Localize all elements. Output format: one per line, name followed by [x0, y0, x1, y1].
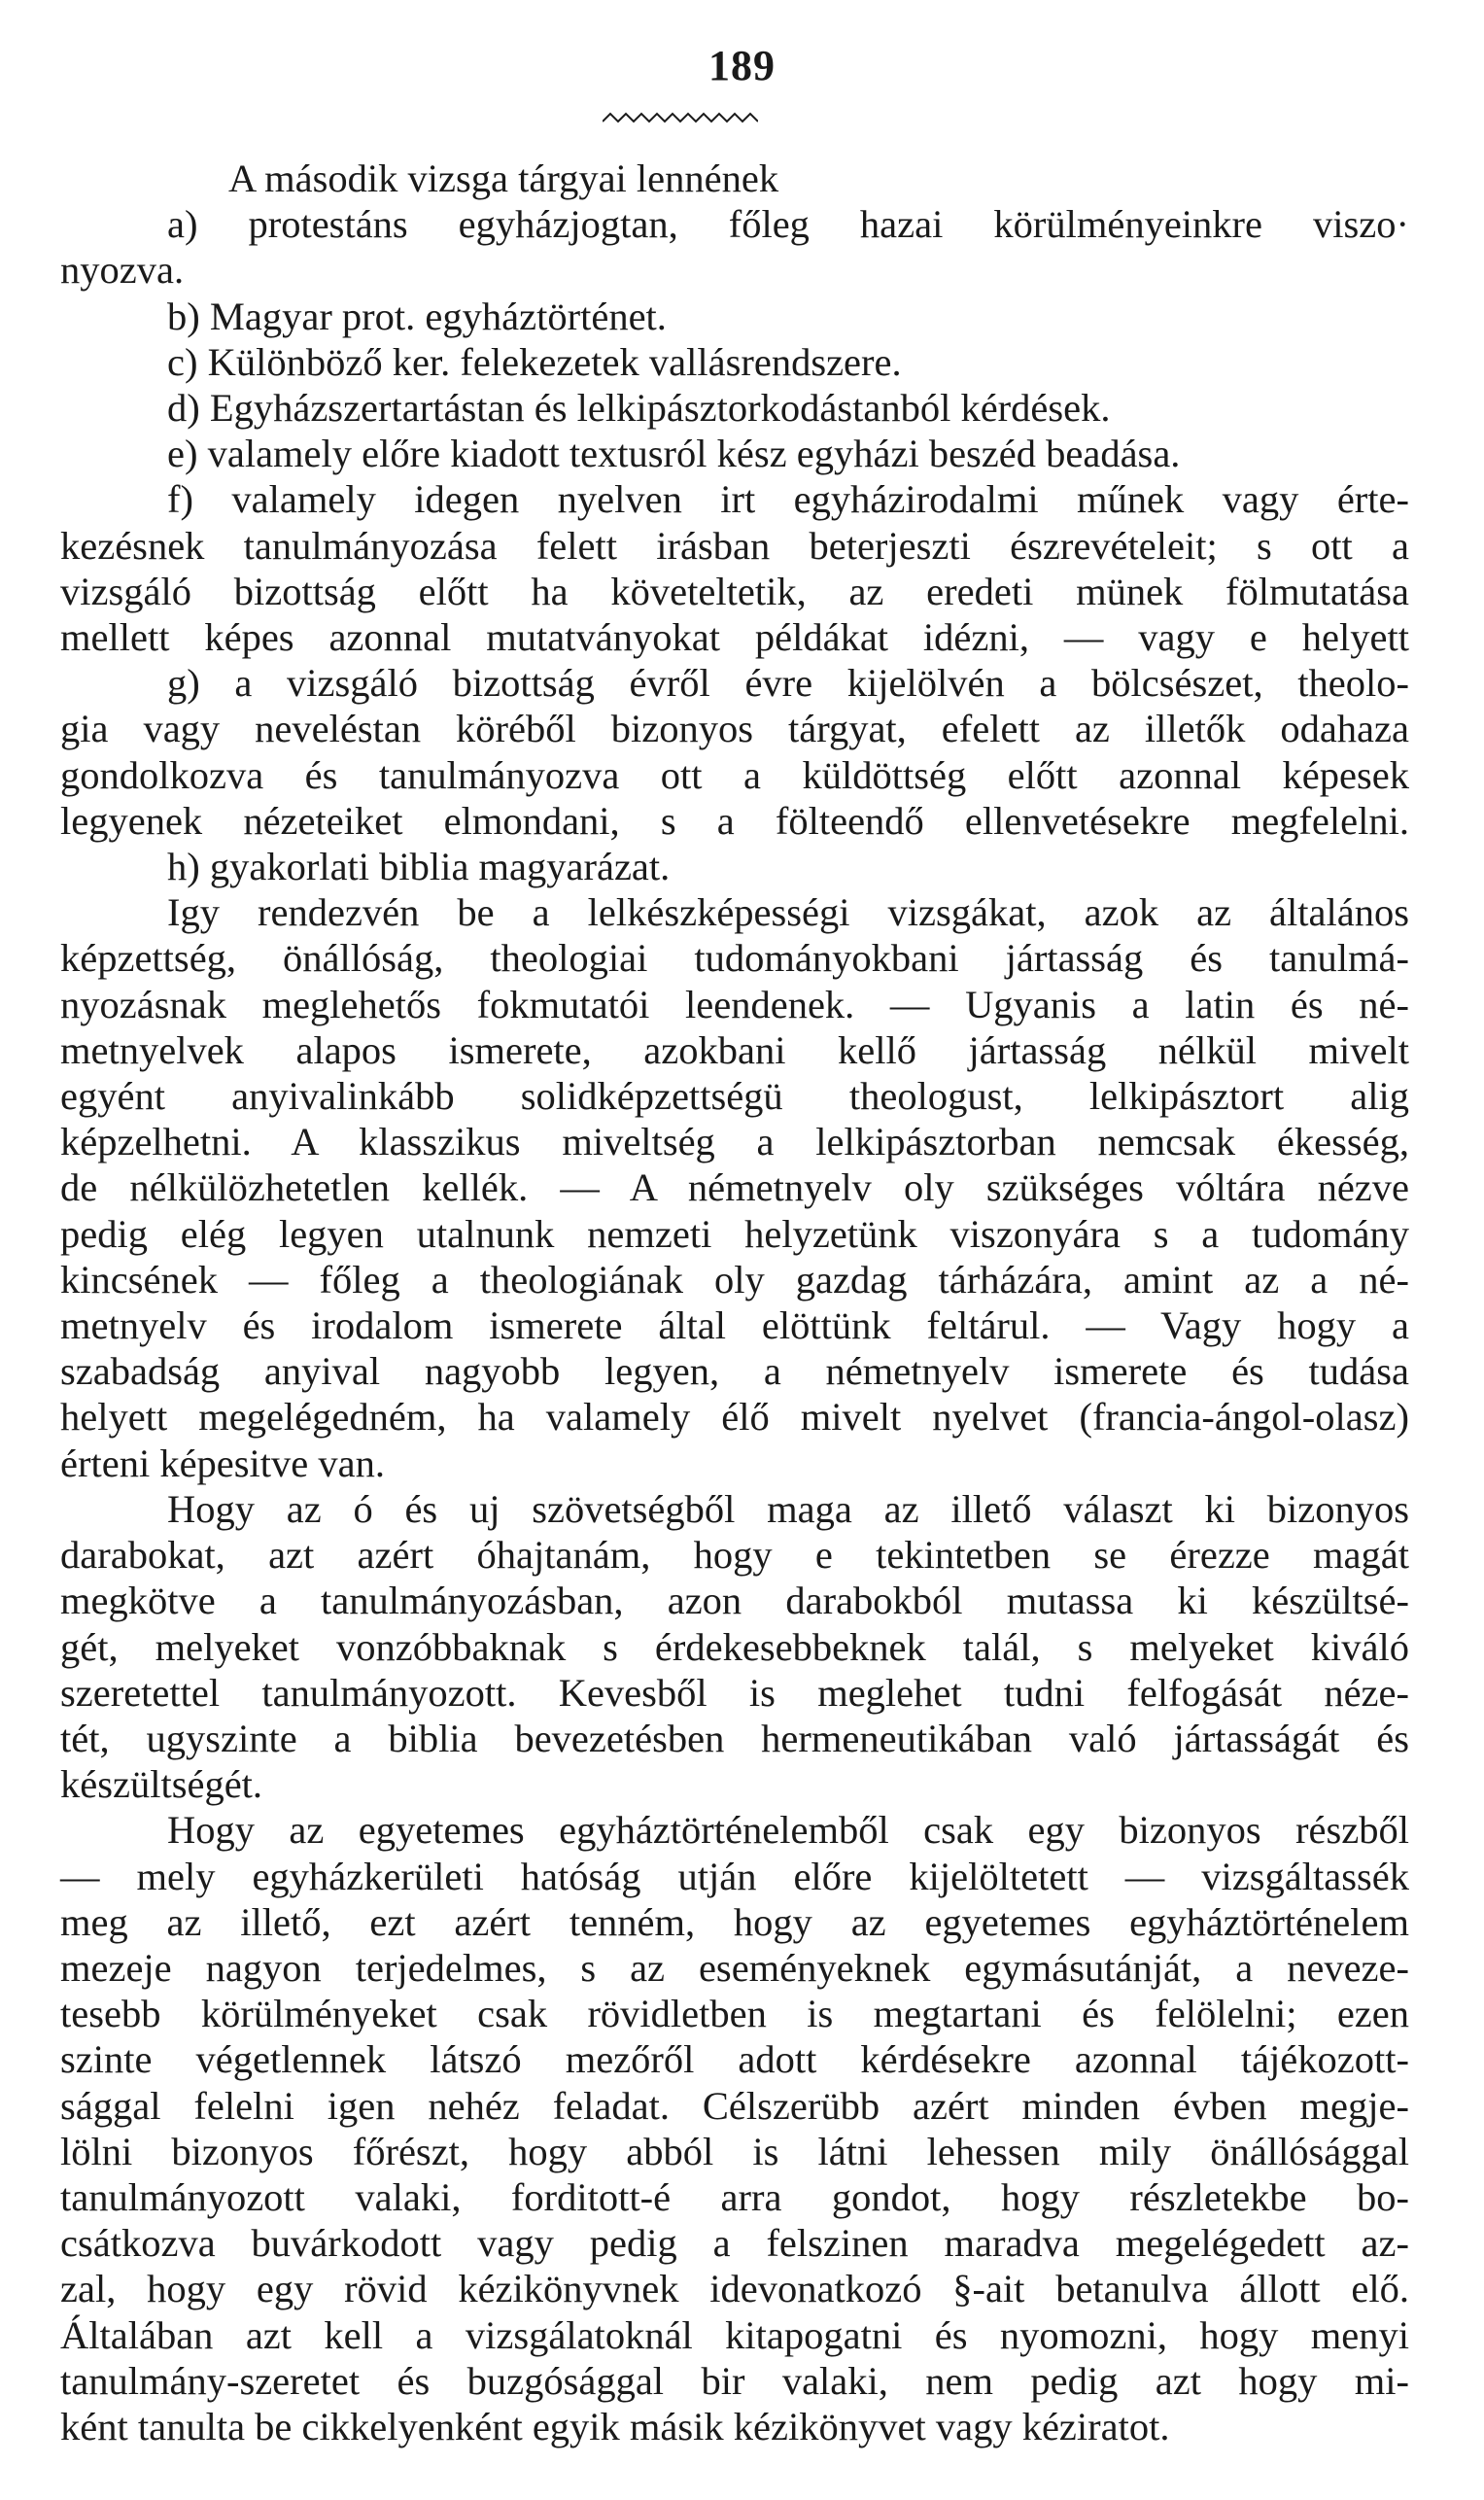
text-line: mezeje nagyon terjedelmes, s az eseményeknek egymásutánját, a neveze- — [60, 1945, 1409, 1990]
text-line: darabokat, azt azért óhajtanám, hogy e tekintetben se érezze magát — [60, 1533, 1409, 1578]
text-line: tanulmányozott valaki, forditott-é arra gondot, hogy részletekbe bo- — [60, 2174, 1409, 2219]
text-line: nyozásnak meglehetős fokmutatói leendenek. — Ugyanis a latin és né- — [60, 982, 1409, 1026]
text-line: nyozva. — [60, 248, 185, 293]
text-line: gia vagy neveléstan köréből bizonyos tárgyat, efelett az illetők odahaza — [60, 707, 1409, 751]
text-line: helyett megelégedném, ha valamely élő mivelt nyelvet (francia-ángol-olasz) — [60, 1395, 1409, 1440]
text-line: készültségét. — [60, 1762, 263, 1807]
text-line: tét, ugyszinte a biblia bevezetésben hermeneutikában való jártasságát és — [60, 1716, 1409, 1760]
text-line: Hogy az ó és uj szövetségből maga az illető választ ki bizonyos — [167, 1486, 1409, 1531]
text-line: d) Egyházszertartástan és lelkipásztorkodástanból kérdések. — [167, 386, 1111, 431]
text-line: szinte végetlennek látszó mezőről adott kérdésekre azonnal tájékozott- — [60, 2037, 1409, 2082]
text-line: érteni képesitve van. — [60, 1441, 385, 1485]
text-line: de nélkülözhetetlen kellék. — A németnyelv oly szükséges vóltára nézve — [60, 1165, 1409, 1210]
text-line: c) Különböző ker. felekezetek vallásrendszere. — [167, 339, 902, 384]
text-line: csátkozva buvárkodott vagy pedig a felszinen maradva megelégedett az- — [60, 2221, 1409, 2266]
text-line: tanulmány-szeretet és buzgósággal bir valaki, nem pedig azt hogy mi- — [60, 2358, 1409, 2403]
text-line: a) protestáns egyházjogtan, főleg hazai körülményeinkre viszo· — [167, 202, 1409, 247]
body-text — [60, 156, 1409, 2449]
text-line: szabadság anyival nagyobb legyen, a németnyelv ismerete és tudása — [60, 1349, 1409, 1394]
text-line: Általában azt kell a vizsgálatoknál kitapogatni és nyomozni, hogy menyi — [60, 2312, 1409, 2357]
text-line: gét, melyeket vonzóbbaknak s érdekesebbeknek talál, s melyeket kiváló — [60, 1624, 1409, 1669]
text-line: mellett képes azonnal mutatványokat példákat idézni, — vagy e helyett — [60, 615, 1409, 660]
text-line: megkötve a tanulmányozásban, azon darabokból mutassa ki készültsé- — [60, 1579, 1409, 1623]
text-line: h) gyakorlati biblia magyarázat. — [167, 845, 671, 889]
text-line: pedig elég legyen utalnunk nemzeti helyzetünk viszonyára s a tudomány — [60, 1211, 1409, 1256]
text-line: Igy rendezvén be a lelkészképességi vizsgákat, azok az általános — [167, 890, 1409, 935]
text-line: zal, hogy egy rövid kézikönyvnek idevonatkozó §-ait betanulva állott elő. — [60, 2267, 1409, 2311]
text-line: — mely egyházkerületi hatóság utján előre kijelöltetett — vizsgáltassék — [60, 1854, 1409, 1898]
text-line: gondolkozva és tanulmányozva ott a küldöttség előtt azonnal képesek — [60, 752, 1409, 797]
text-line: képzettség, önállóság, theologiai tudományokbani jártasság és tanulmá- — [60, 936, 1409, 981]
text-line: tesebb körülményeket csak rövidletben is megtartani és felölelni; ezen — [60, 1992, 1409, 2036]
text-line: meg az illető, ezt azért tenném, hogy az egyetemes egyháztörténelem — [60, 1899, 1409, 1944]
text-line: metnyelv és irodalom ismerete által elöttünk feltárul. — Vagy hogy a — [60, 1303, 1409, 1348]
text-line: kincsének — főleg a theologiának oly gazdag tárházára, amint az a né- — [60, 1257, 1409, 1302]
text-line: egyént anyivalinkább solidképzettségü theologust, lelkipásztort alig — [60, 1074, 1409, 1119]
text-line: Hogy az egyetemes egyháztörténelemből csak egy bizonyos részből — [167, 1808, 1409, 1853]
text-line: lölni bizonyos főrészt, hogy abból is látni lehessen mily önállósággal — [60, 2129, 1409, 2173]
text-line: kezésnek tanulmányozása felett irásban beterjeszti észrevételeit; s ott a — [60, 523, 1409, 568]
text-line: A második vizsga tárgyai lennének — [228, 156, 779, 200]
text-line: ként tanulta be cikkelyenként egyik másik kézikönyvet vagy kéziratot. — [60, 2404, 1170, 2448]
text-line: b) Magyar prot. egyháztörténet. — [167, 294, 667, 338]
text-line: sággal felelni igen nehéz feladat. Célszerübb azért minden évben megje- — [60, 2083, 1409, 2128]
text-line: képzelhetni. A klasszikus miveltség a lelkipásztorban nemcsak ékesség, — [60, 1120, 1409, 1164]
text-line: f) valamely idegen nyelven irt egyházirodalmi műnek vagy érte- — [167, 477, 1409, 522]
page-number: 189 — [708, 42, 776, 89]
text-line: g) a vizsgáló bizottság évről évre kijelölvén a bölcsészet, theolo- — [167, 661, 1409, 706]
text-line: e) valamely előre kiadott textusról kész egyházi beszéd beadása. — [167, 432, 1181, 476]
text-line: metnyelvek alapos ismerete, azokbani kellő jártasság nélkül mivelt — [60, 1027, 1409, 1072]
text-line: vizsgáló bizottság előtt ha követeltetik, az eredeti münek fölmutatása — [60, 569, 1409, 613]
text-line: szeretettel tanulmányozott. Kevesből is meglehet tudni felfogását néze- — [60, 1670, 1409, 1715]
wavy-rule-ornament-icon — [603, 111, 758, 124]
text-line: legyenek nézeteiket elmondani, s a fölteendő ellenvetésekre megfelelni. — [60, 798, 1409, 843]
